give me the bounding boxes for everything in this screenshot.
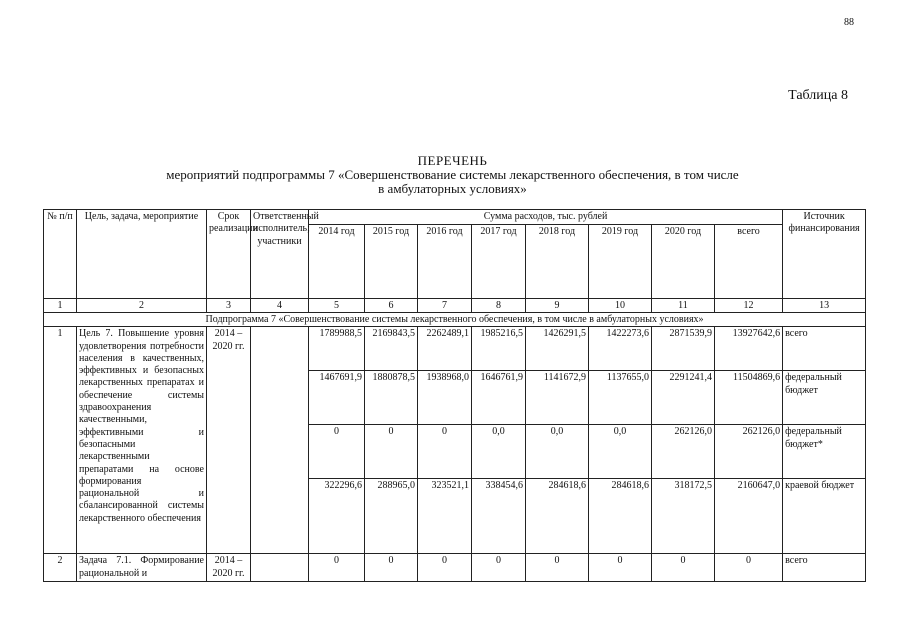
header-term: Срок реализации (207, 210, 251, 299)
value-cell: 0,0 (589, 425, 652, 479)
value-cell: 2160647,0 (715, 479, 783, 554)
source-cell: краевой бюджет (783, 479, 866, 554)
header-source: Источник финансирования (783, 210, 866, 299)
title-line-3: в амбулаторных условиях» (378, 181, 527, 196)
value-cell: 1646761,9 (472, 371, 526, 425)
value-cell: 0 (715, 554, 783, 582)
page-number: 88 (844, 17, 854, 28)
value-cell: 0 (589, 554, 652, 582)
row-term: 2014 – 2020 гг. (207, 327, 251, 554)
value-cell: 13927642,6 (715, 327, 783, 371)
value-cell: 1880878,5 (365, 371, 418, 425)
row-num: 2 (44, 554, 77, 582)
col-index: 9 (526, 299, 589, 313)
col-index: 7 (418, 299, 472, 313)
header-year: 2020 год (652, 225, 715, 299)
value-cell: 322296,6 (309, 479, 365, 554)
value-cell: 0 (472, 554, 526, 582)
value-cell: 262126,0 (715, 425, 783, 479)
col-index: 4 (251, 299, 309, 313)
col-index: 2 (77, 299, 207, 313)
document-title (0, 154, 905, 196)
source-cell: федеральный бюджет (783, 371, 866, 425)
header-year: всего (715, 225, 783, 299)
value-cell: 1938968,0 (418, 371, 472, 425)
source-cell: федеральный бюджет* (783, 425, 866, 479)
value-cell: 1467691,9 (309, 371, 365, 425)
row-executor (251, 554, 309, 582)
value-cell: 0 (309, 425, 365, 479)
header-year: 2018 год (526, 225, 589, 299)
col-index: 5 (309, 299, 365, 313)
value-cell: 0 (309, 554, 365, 582)
value-cell: 284618,6 (589, 479, 652, 554)
header-year: 2017 год (472, 225, 526, 299)
row-goal: Цель 7. Повышение уровня удовлетворения потребности населения в качественных, эффективных и безопасных лекарственных препаратах и обеспечение системы здравоохранения качественными, эффективными и безопасными лекарственными препаратами на основе формирования рациональной и сбалансированной системы лекарственного обеспечения (77, 327, 207, 554)
row-term: 2014 – 2020 гг. (207, 554, 251, 582)
col-index: 13 (783, 299, 866, 313)
value-cell: 2291241,4 (652, 371, 715, 425)
value-cell: 318172,5 (652, 479, 715, 554)
value-cell: 2262489,1 (418, 327, 472, 371)
value-cell: 0 (365, 554, 418, 582)
col-index: 12 (715, 299, 783, 313)
source-cell: всего (783, 327, 866, 371)
title-line-2: мероприятий подпрограммы 7 «Совершенствование системы лекарственного обеспечения, в том числе (166, 167, 739, 182)
value-cell: 0,0 (472, 425, 526, 479)
value-cell: 1141672,9 (526, 371, 589, 425)
header-sum: Сумма расходов, тыс. рублей (309, 210, 783, 225)
subprogram-title: Подпрограмма 7 «Совершенствование системы лекарственного обеспечения, в том числе в амбулаторных условиях» (44, 313, 866, 327)
value-cell: 0 (365, 425, 418, 479)
value-cell: 262126,0 (652, 425, 715, 479)
col-index: 6 (365, 299, 418, 313)
header-year: 2016 год (418, 225, 472, 299)
table-caption: Таблица 8 (788, 88, 848, 103)
value-cell: 0 (418, 554, 472, 582)
col-index: 10 (589, 299, 652, 313)
source-cell: всего (783, 554, 866, 582)
value-cell: 0,0 (526, 425, 589, 479)
header-executor: Ответственный исполнитель; участники (251, 210, 309, 299)
value-cell: 0 (526, 554, 589, 582)
column-index-row (44, 299, 866, 313)
value-cell: 288965,0 (365, 479, 418, 554)
col-index: 3 (207, 299, 251, 313)
measures-table (43, 209, 866, 582)
col-index: 8 (472, 299, 526, 313)
title-main: ПЕРЕЧЕНЬ (417, 153, 488, 168)
header-row-1 (44, 210, 866, 225)
value-cell: 2169843,5 (365, 327, 418, 371)
header-year: 2019 год (589, 225, 652, 299)
col-index: 1 (44, 299, 77, 313)
value-cell: 1985216,5 (472, 327, 526, 371)
value-cell: 2871539,9 (652, 327, 715, 371)
value-cell: 0 (652, 554, 715, 582)
table-row (44, 327, 866, 371)
table-row (44, 554, 866, 582)
value-cell: 284618,6 (526, 479, 589, 554)
value-cell: 1426291,5 (526, 327, 589, 371)
value-cell: 0 (418, 425, 472, 479)
header-goal: Цель, задача, мероприятие (77, 210, 207, 299)
row-num: 1 (44, 327, 77, 554)
value-cell: 1137655,0 (589, 371, 652, 425)
value-cell: 1789988,5 (309, 327, 365, 371)
row-goal: Задача 7.1. Формирование рациональной и (77, 554, 207, 582)
value-cell: 11504869,6 (715, 371, 783, 425)
subprogram-row (44, 313, 866, 327)
col-index: 11 (652, 299, 715, 313)
header-year: 2015 год (365, 225, 418, 299)
row-executor (251, 327, 309, 554)
header-year: 2014 год (309, 225, 365, 299)
header-num: № п/п (44, 210, 77, 299)
value-cell: 323521,1 (418, 479, 472, 554)
value-cell: 338454,6 (472, 479, 526, 554)
value-cell: 1422273,6 (589, 327, 652, 371)
